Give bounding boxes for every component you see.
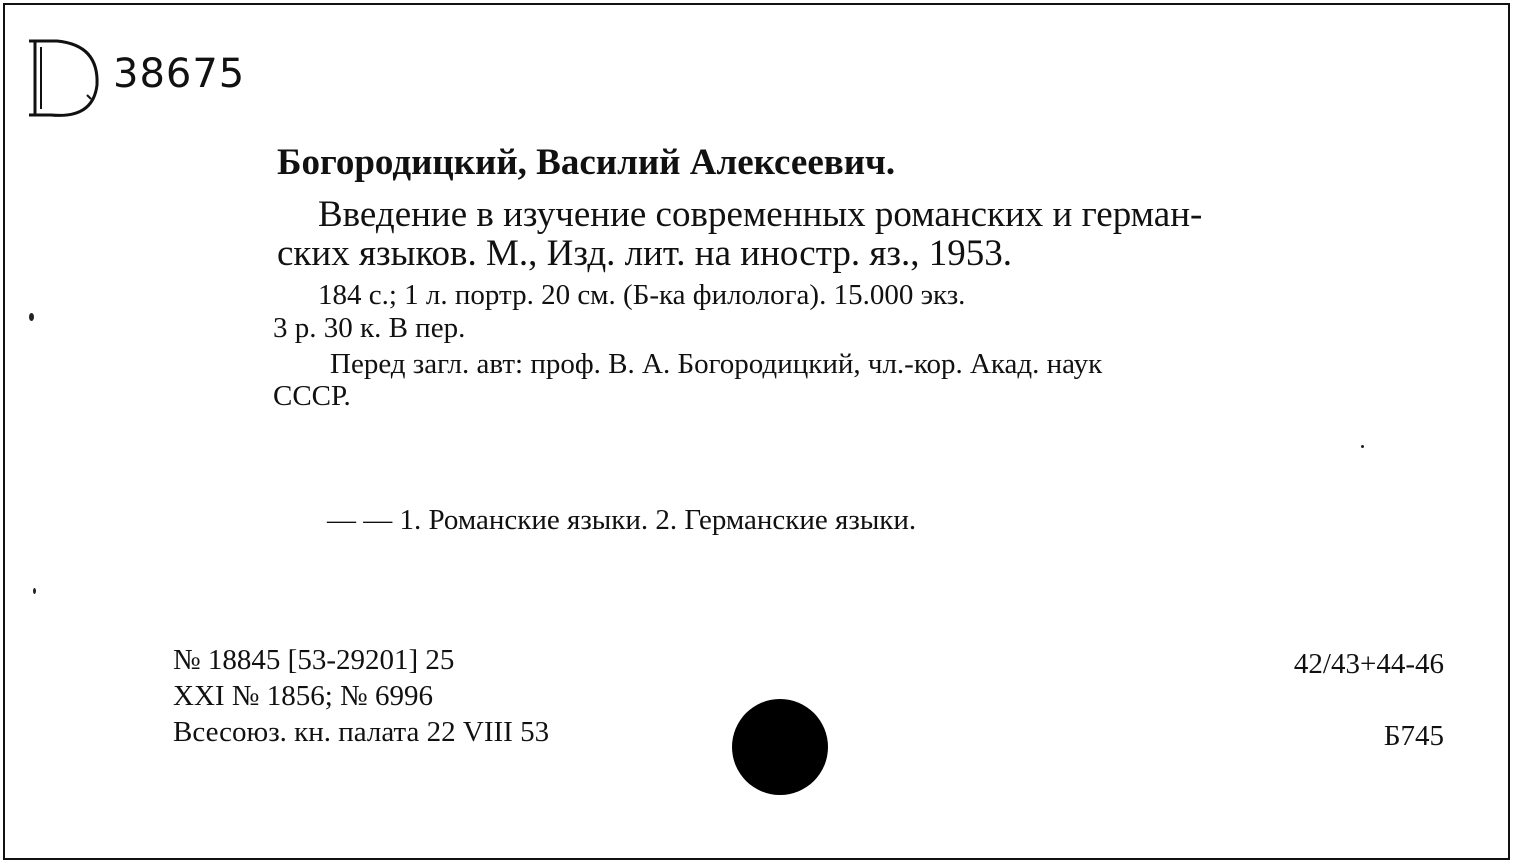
note-line-2: СССР. [273, 380, 351, 412]
subject-headings: — — 1. Романские языки. 2. Германские языки. [327, 504, 917, 536]
speck [33, 588, 36, 594]
note-line-1: Перед загл. авт: проф. В. А. Богородицкий, чл.-кор. Акад. наук [330, 348, 1103, 380]
shelf-mark-number: 38675 [113, 51, 246, 97]
speck [29, 313, 34, 321]
footer-code: Б745 [1383, 720, 1444, 752]
footer-registry-number: № 18845 [53-29201] 25 [173, 644, 455, 676]
footer-series-number: XXI № 1856; № 6996 [173, 680, 433, 712]
speck [1361, 445, 1364, 448]
footer-classification: 42/43+44-46 [1293, 648, 1444, 680]
footer-chamber-date: Всесоюз. кн. палата 22 VIII 53 [173, 716, 550, 748]
title-line-2: ских языков. М., Изд. лит. на иностр. яз., 1953. [277, 233, 1012, 274]
title-line-1: Введение в изучение современных романских и герман- [318, 194, 1203, 235]
catalog-card [3, 3, 1510, 860]
punch-hole [732, 699, 828, 795]
author-heading: Богородицкий, Василий Алексеевич. [277, 142, 896, 183]
description-line-2: 3 р. 30 к. В пер. [273, 312, 466, 344]
description-line-1: 184 с.; 1 л. портр. 20 см. (Б-ка филолога). 15.000 экз. [318, 279, 966, 311]
handwritten-d-mark [27, 35, 107, 125]
